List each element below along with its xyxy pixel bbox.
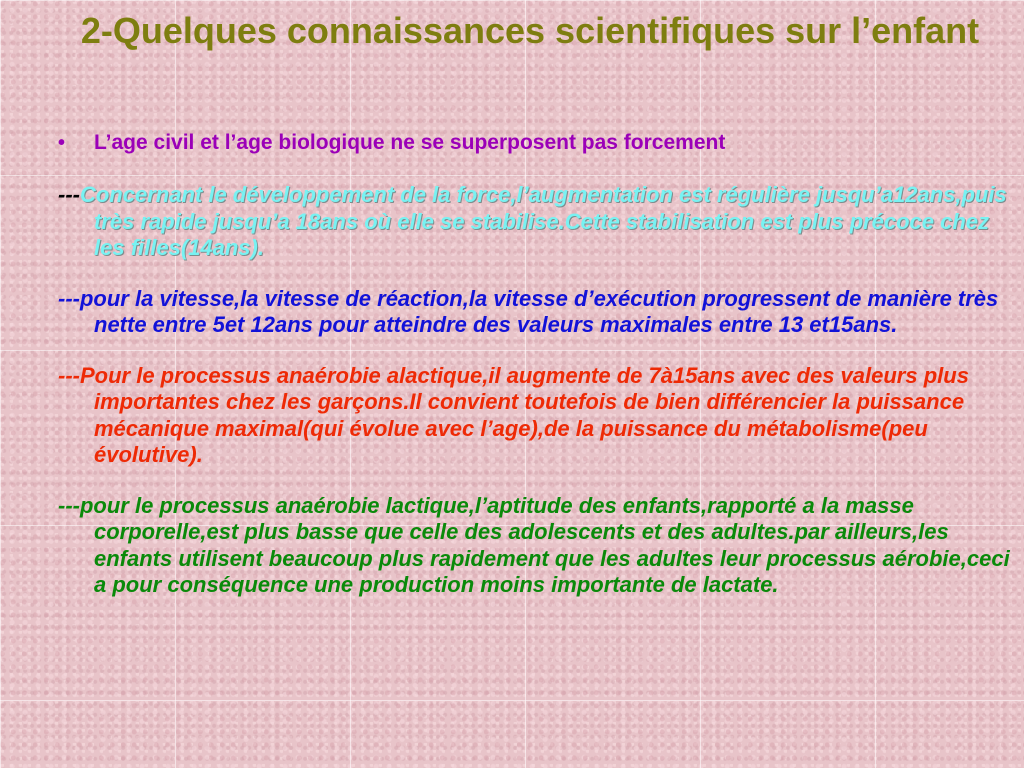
paragraph-text: Concernant le développement de la force,l’augmentation est régulière jusqu’a12ans,puis très rapide jusqu’a 18ans où elle se stabilise.Cette stabilisation est plus précoce chez les filles(14ans).	[79, 182, 1007, 260]
paragraph-force	[58, 182, 1018, 262]
slide-title: 2-Quelques connaissances scientifiques sur l’enfant	[80, 10, 980, 51]
paragraph-vitesse	[58, 286, 1018, 339]
bullet-dot-icon: •	[58, 132, 66, 154]
paragraph-text: pour le processus anaérobie lactique,l’aptitude des enfants,rapporté a la masse corporelle,est plus basse que celle des adolescents et des adultes.par ailleurs,les enfants utilisent beaucoup plus rapidement que les adultes leur processus aérobie,ceci a pour conséquence une production moins importante de lactate.	[79, 492, 1010, 597]
bullet-text: L’age civil et l’age biologique ne se superposent pas forcement	[94, 131, 726, 154]
paragraph-dash: ---	[58, 182, 80, 207]
paragraph-dash: ---	[58, 285, 80, 311]
paragraph-dash: ---	[58, 492, 80, 518]
paragraph-dash: ---	[58, 362, 80, 388]
paragraph-anaerobie-lactique	[58, 493, 1018, 599]
paragraph-text: Pour le processus anaérobie alactique,il augmente de 7à15ans avec des valeurs plus importantes chez les garçons.Il convient toutefois de bien différencier la puissance mécanique maximal(qui évolue avec l’age),de la puissance du métabolisme(peu évolutive).	[79, 362, 969, 467]
paragraph-text: pour la vitesse,la vitesse de réaction,la vitesse d’exécution progressent de manière très nette entre 5et 12ans pour atteindre des valeurs maximales entre 13 et15ans.	[79, 285, 999, 337]
slide-content	[58, 130, 1018, 623]
paragraph-anaerobie-alactique	[58, 363, 1018, 469]
bullet-item	[58, 130, 1018, 156]
